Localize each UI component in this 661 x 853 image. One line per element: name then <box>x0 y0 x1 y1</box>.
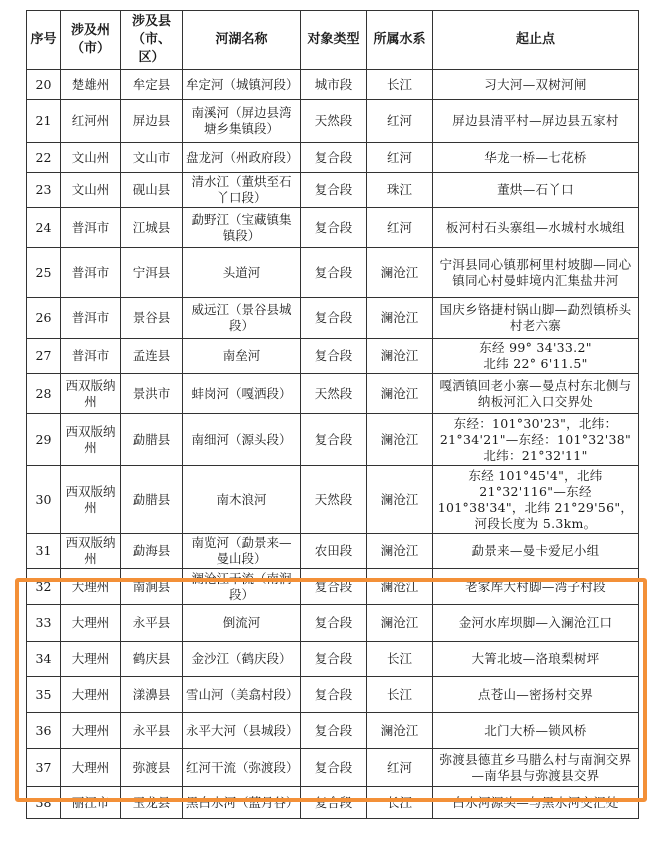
cell-no: 35 <box>27 677 61 713</box>
table-row <box>27 534 639 569</box>
table-row <box>27 298 639 339</box>
cell-object-type: 城市段 <box>301 70 367 100</box>
cell-county: 牟定县 <box>121 70 183 100</box>
cell-water-system: 澜沧江 <box>367 534 433 569</box>
table-row <box>27 749 639 787</box>
cell-start-end: 习大河—双树河闸 <box>433 70 639 100</box>
cell-object-type: 复合段 <box>301 677 367 713</box>
cell-water-system: 澜沧江 <box>367 339 433 374</box>
river-segment-table <box>26 10 639 819</box>
cell-river-name: 盘龙河（州政府段） <box>183 143 301 173</box>
cell-no: 37 <box>27 749 61 787</box>
cell-water-system: 红河 <box>367 100 433 143</box>
cell-object-type: 天然段 <box>301 466 367 534</box>
cell-object-type: 复合段 <box>301 248 367 298</box>
cell-river-name: 南览河（勐景来—曼山段） <box>183 534 301 569</box>
cell-prefecture: 大理州 <box>61 605 121 642</box>
cell-prefecture: 大理州 <box>61 642 121 677</box>
cell-start-end: 板河村石头寨组—水城村水城组 <box>433 208 639 248</box>
cell-object-type: 复合段 <box>301 787 367 819</box>
table-row <box>27 100 639 143</box>
cell-water-system: 澜沧江 <box>367 466 433 534</box>
cell-start-end: 东经 99° 34'33.2" 北纬 22° 6'11.5" <box>433 339 639 374</box>
cell-start-end: 嘎洒镇回老小寨—曼点村东北侧与纳板河汇入口交界处 <box>433 374 639 414</box>
cell-water-system: 澜沧江 <box>367 569 433 605</box>
table-row <box>27 143 639 173</box>
cell-start-end: 屏边县清平村—屏边县五家村 <box>433 100 639 143</box>
cell-prefecture: 文山州 <box>61 143 121 173</box>
cell-county: 屏边县 <box>121 100 183 143</box>
cell-water-system: 澜沧江 <box>367 374 433 414</box>
table-row <box>27 605 639 642</box>
table-row <box>27 208 639 248</box>
cell-water-system: 珠江 <box>367 173 433 208</box>
cell-water-system: 红河 <box>367 749 433 787</box>
cell-object-type: 复合段 <box>301 173 367 208</box>
table-row <box>27 374 639 414</box>
cell-no: 23 <box>27 173 61 208</box>
cell-no: 27 <box>27 339 61 374</box>
cell-river-name: 南木浪河 <box>183 466 301 534</box>
cell-prefecture: 丽江市 <box>61 787 121 819</box>
table-row <box>27 713 639 749</box>
cell-no: 31 <box>27 534 61 569</box>
cell-county: 弥渡县 <box>121 749 183 787</box>
cell-no: 33 <box>27 605 61 642</box>
cell-object-type: 天然段 <box>301 374 367 414</box>
cell-water-system: 澜沧江 <box>367 414 433 466</box>
cell-object-type: 复合段 <box>301 339 367 374</box>
cell-prefecture: 文山州 <box>61 173 121 208</box>
cell-object-type: 复合段 <box>301 713 367 749</box>
cell-county: 孟连县 <box>121 339 183 374</box>
cell-county: 勐腊县 <box>121 466 183 534</box>
cell-prefecture: 大理州 <box>61 569 121 605</box>
cell-river-name: 南溪河（屏边县湾塘乡集镇段） <box>183 100 301 143</box>
cell-water-system: 长江 <box>367 642 433 677</box>
table-row <box>27 642 639 677</box>
table-row <box>27 70 639 100</box>
cell-no: 32 <box>27 569 61 605</box>
cell-river-name: 金沙江（鹤庆段） <box>183 642 301 677</box>
cell-water-system: 红河 <box>367 208 433 248</box>
cell-river-name: 勐野江（宝藏镇集镇段） <box>183 208 301 248</box>
cell-no: 30 <box>27 466 61 534</box>
cell-water-system: 澜沧江 <box>367 605 433 642</box>
cell-start-end: 白水河源头—与黑水河交汇处 <box>433 787 639 819</box>
cell-no: 34 <box>27 642 61 677</box>
cell-county: 景洪市 <box>121 374 183 414</box>
cell-no: 28 <box>27 374 61 414</box>
cell-prefecture: 大理州 <box>61 677 121 713</box>
cell-object-type: 农田段 <box>301 534 367 569</box>
cell-object-type: 复合段 <box>301 143 367 173</box>
cell-water-system: 长江 <box>367 787 433 819</box>
cell-start-end: 点苍山—密扬村交界 <box>433 677 639 713</box>
cell-no: 26 <box>27 298 61 339</box>
cell-prefecture: 普洱市 <box>61 208 121 248</box>
cell-river-name: 南垒河 <box>183 339 301 374</box>
cell-county: 勐海县 <box>121 534 183 569</box>
header-river-name: 河湖名称 <box>183 11 301 70</box>
cell-county: 玉龙县 <box>121 787 183 819</box>
cell-prefecture: 西双版纳州 <box>61 534 121 569</box>
cell-river-name: 南细河（源头段） <box>183 414 301 466</box>
cell-prefecture: 大理州 <box>61 749 121 787</box>
cell-county: 景谷县 <box>121 298 183 339</box>
cell-no: 36 <box>27 713 61 749</box>
cell-river-name: 红河干流（弥渡段） <box>183 749 301 787</box>
cell-county: 永平县 <box>121 605 183 642</box>
cell-county: 勐腊县 <box>121 414 183 466</box>
cell-prefecture: 西双版纳州 <box>61 374 121 414</box>
cell-object-type: 复合段 <box>301 208 367 248</box>
table-row <box>27 569 639 605</box>
cell-start-end: 东经：101°30'23"，北纬：21°34'21"—东经：101°32'38" 北纬：21°32'11" <box>433 414 639 466</box>
cell-river-name: 蚌岗河（嘎洒段） <box>183 374 301 414</box>
table-row <box>27 677 639 713</box>
header-prefecture: 涉及州 （市） <box>61 11 121 70</box>
cell-county: 江城县 <box>121 208 183 248</box>
cell-river-name: 永平大河（县城段） <box>183 713 301 749</box>
cell-prefecture: 大理州 <box>61 713 121 749</box>
cell-object-type: 复合段 <box>301 749 367 787</box>
cell-start-end: 金河水库坝脚—入澜沧江口 <box>433 605 639 642</box>
cell-county: 永平县 <box>121 713 183 749</box>
table-row <box>27 248 639 298</box>
cell-water-system: 红河 <box>367 143 433 173</box>
cell-river-name: 雪山河（美翕村段） <box>183 677 301 713</box>
cell-prefecture: 楚雄州 <box>61 70 121 100</box>
cell-no: 25 <box>27 248 61 298</box>
cell-river-name: 黑白水河（蓝月谷） <box>183 787 301 819</box>
header-county: 涉及县 （市、区） <box>121 11 183 70</box>
cell-no: 20 <box>27 70 61 100</box>
cell-start-end: 国庆乡铬捷村锅山脚—勐烈镇桥头村老六寨 <box>433 298 639 339</box>
cell-river-name: 澜沧江干流（南涧段） <box>183 569 301 605</box>
cell-county: 南涧县 <box>121 569 183 605</box>
cell-prefecture: 西双版纳州 <box>61 414 121 466</box>
cell-start-end: 东经 101°45'4"，北纬 21°32'116"—东经 101°38'34"，北纬 21°29'56"，河段长度为 5.3km。 <box>433 466 639 534</box>
cell-water-system: 澜沧江 <box>367 298 433 339</box>
cell-object-type: 复合段 <box>301 298 367 339</box>
header-water-system: 所属水系 <box>367 11 433 70</box>
header-start-end: 起止点 <box>433 11 639 70</box>
cell-start-end: 董烘—石丫口 <box>433 173 639 208</box>
cell-water-system: 长江 <box>367 677 433 713</box>
table-row <box>27 787 639 819</box>
cell-prefecture: 西双版纳州 <box>61 466 121 534</box>
cell-county: 鹤庆县 <box>121 642 183 677</box>
table-row <box>27 414 639 466</box>
cell-water-system: 澜沧江 <box>367 248 433 298</box>
cell-water-system: 长江 <box>367 70 433 100</box>
cell-prefecture: 普洱市 <box>61 248 121 298</box>
cell-river-name: 倒流河 <box>183 605 301 642</box>
table-header-row <box>27 11 639 70</box>
cell-start-end: 北门大桥—锁风桥 <box>433 713 639 749</box>
header-no: 序号 <box>27 11 61 70</box>
cell-no: 24 <box>27 208 61 248</box>
cell-river-name: 牟定河（城镇河段） <box>183 70 301 100</box>
cell-start-end: 弥渡县德苴乡马腊么村与南涧交界—南华县与弥渡县交界 <box>433 749 639 787</box>
table-row <box>27 339 639 374</box>
cell-object-type: 复合段 <box>301 414 367 466</box>
cell-no: 38 <box>27 787 61 819</box>
table-row <box>27 173 639 208</box>
cell-object-type: 复合段 <box>301 605 367 642</box>
table-row <box>27 466 639 534</box>
cell-no: 21 <box>27 100 61 143</box>
cell-county: 文山市 <box>121 143 183 173</box>
cell-start-end: 老家库大村脚—湾子村段 <box>433 569 639 605</box>
cell-start-end: 华龙一桥—七花桥 <box>433 143 639 173</box>
cell-prefecture: 普洱市 <box>61 339 121 374</box>
cell-county: 砚山县 <box>121 173 183 208</box>
cell-river-name: 头道河 <box>183 248 301 298</box>
cell-object-type: 复合段 <box>301 569 367 605</box>
cell-object-type: 复合段 <box>301 642 367 677</box>
cell-start-end: 宁洱县同心镇那柯里村坡脚—同心镇同心村曼蚌境内汇集盐井河 <box>433 248 639 298</box>
cell-prefecture: 红河州 <box>61 100 121 143</box>
cell-river-name: 威远江（景谷县城段） <box>183 298 301 339</box>
cell-start-end: 大箐北坡—洛琅梨树坪 <box>433 642 639 677</box>
cell-river-name: 清水江（董烘至石丫口段） <box>183 173 301 208</box>
header-object-type: 对象类型 <box>301 11 367 70</box>
cell-no: 29 <box>27 414 61 466</box>
cell-no: 22 <box>27 143 61 173</box>
cell-start-end: 勐景来—曼卡爱尼小组 <box>433 534 639 569</box>
cell-prefecture: 普洱市 <box>61 298 121 339</box>
cell-object-type: 天然段 <box>301 100 367 143</box>
cell-water-system: 澜沧江 <box>367 713 433 749</box>
cell-county: 漾濞县 <box>121 677 183 713</box>
cell-county: 宁洱县 <box>121 248 183 298</box>
